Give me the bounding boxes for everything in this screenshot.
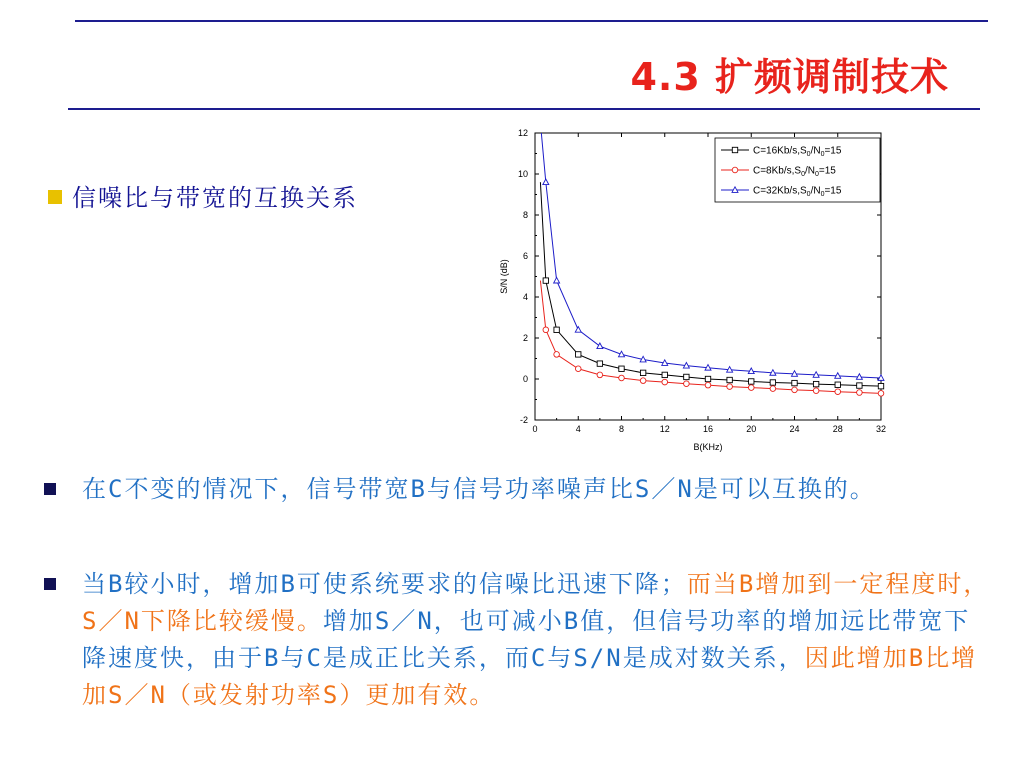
data-point-3 — [597, 343, 603, 349]
data-point-1 — [878, 383, 883, 388]
data-point-1 — [835, 382, 840, 387]
data-point-1 — [554, 327, 559, 332]
data-point-2 — [619, 375, 625, 381]
data-point-2 — [813, 388, 819, 394]
paragraph-2-run: 当B较小时，增加B可使系统要求的信噪比迅速下降； — [82, 570, 687, 598]
data-point-3 — [554, 277, 560, 283]
legend-entry-part: 0 — [806, 151, 811, 158]
paragraph-2-run: 而当B增加到一定程度时，S／N下降比较缓慢。 — [82, 570, 990, 635]
data-point-1 — [640, 370, 645, 375]
x-tick-label: 16 — [702, 424, 714, 434]
legend-entry-part: C=16Kb/s,S — [753, 145, 807, 157]
legend-entry-part: 0 — [820, 151, 825, 158]
data-point-2 — [705, 382, 711, 388]
x-tick-label: 8 — [618, 424, 625, 434]
data-point-1 — [792, 380, 797, 385]
data-point-1 — [813, 381, 818, 386]
y-tick-label: 2 — [522, 333, 528, 343]
data-point-2 — [662, 379, 668, 385]
data-point-2 — [878, 391, 884, 397]
y-tick-label: 0 — [522, 374, 528, 384]
data-point-2 — [640, 378, 646, 384]
data-point-2 — [554, 352, 560, 358]
x-tick-label: 0 — [532, 424, 538, 434]
legend-entry-part: =15 — [824, 185, 842, 197]
slide-title: 4.3 扩频调制技术 — [630, 55, 949, 99]
paragraph-2-run: 增加S／N，也可减小B值，但信号功率的增加远比带宽下降速度快，由于B与C是成正比关系，而C与S/N是成对数关系， — [82, 607, 971, 672]
paragraph-1-text — [82, 471, 994, 508]
data-point-1 — [705, 376, 710, 381]
x-tick-label: 32 — [875, 424, 887, 434]
legend-entry-part: 0 — [820, 191, 825, 198]
data-point-1 — [619, 366, 624, 371]
data-point-3 — [543, 179, 549, 185]
subtopic-item — [48, 178, 358, 213]
legend-marker — [732, 147, 737, 152]
legend-entry-3 — [753, 186, 842, 199]
paragraph-1-run: 在C不变的情况下，信号带宽B与信号功率噪声比S／N是可以互换的。 — [82, 475, 876, 503]
data-point-1 — [684, 374, 689, 379]
y-tick-label: 10 — [517, 169, 528, 179]
data-point-1 — [857, 383, 862, 388]
y-tick-label: 8 — [522, 210, 528, 220]
data-point-1 — [662, 372, 667, 377]
x-tick-label: 4 — [575, 424, 581, 434]
y-tick-label: 12 — [517, 128, 528, 138]
sn-bandwidth-chart — [492, 122, 900, 462]
legend-entry-part: 0 — [815, 171, 819, 178]
legend-entry-part: =15 — [818, 165, 836, 177]
x-axis-label: B(KHz) — [693, 442, 723, 452]
legend-entry-1 — [753, 146, 842, 159]
paragraph-2-text — [82, 566, 994, 714]
legend-marker — [732, 167, 738, 173]
legend-entry-part: /N — [810, 185, 821, 197]
data-point-2 — [727, 384, 733, 390]
bullet-square-icon — [48, 190, 62, 204]
data-point-3 — [575, 327, 581, 333]
legend-entry-part: 0 — [801, 171, 805, 178]
x-tick-label: 12 — [659, 424, 670, 434]
y-tick-label: 6 — [522, 251, 528, 261]
paragraph-1 — [44, 471, 994, 508]
data-point-1 — [749, 379, 754, 384]
legend-entry-part: /N — [805, 165, 815, 177]
data-point-1 — [727, 377, 732, 382]
data-point-2 — [770, 386, 776, 392]
y-tick-label: 4 — [522, 292, 528, 302]
data-point-2 — [748, 385, 754, 391]
data-point-2 — [835, 389, 841, 395]
title-bottom-rule — [68, 108, 980, 110]
data-point-2 — [684, 381, 690, 387]
data-point-1 — [597, 361, 602, 366]
paragraph-2-run: 因此增加B比增加S／N（或发射功率S）更加有效。 — [82, 644, 978, 709]
legend-entry-part: 0 — [806, 191, 811, 198]
legend-entry-part: =15 — [824, 145, 842, 157]
subtopic-label: 信噪比与带宽的互换关系 — [72, 184, 358, 212]
series-line-1 — [540, 182, 881, 386]
x-tick-label: 20 — [746, 424, 757, 434]
data-point-2 — [575, 366, 581, 372]
data-point-2 — [857, 390, 863, 396]
bullet-square-icon — [44, 483, 56, 495]
data-point-2 — [543, 327, 549, 333]
data-point-2 — [597, 372, 603, 378]
legend-entry-part: /N — [810, 145, 821, 157]
data-point-1 — [543, 278, 548, 283]
legend-entry-part: C=8Kb/s,S — [753, 165, 802, 177]
paragraph-2 — [44, 566, 994, 714]
bullet-square-icon — [44, 578, 56, 590]
legend-entry-part: C=32Kb/s,S — [753, 185, 807, 197]
data-point-1 — [770, 380, 775, 385]
x-tick-label: 28 — [832, 424, 843, 434]
chart-svg — [492, 122, 900, 462]
x-tick-label: 24 — [789, 424, 800, 434]
y-tick-label: -2 — [519, 415, 528, 425]
data-point-2 — [792, 387, 798, 393]
y-axis-label: S/N (dB) — [499, 259, 509, 294]
legend-entry-2 — [753, 166, 836, 179]
title-top-rule — [75, 20, 988, 22]
data-point-1 — [576, 352, 581, 357]
